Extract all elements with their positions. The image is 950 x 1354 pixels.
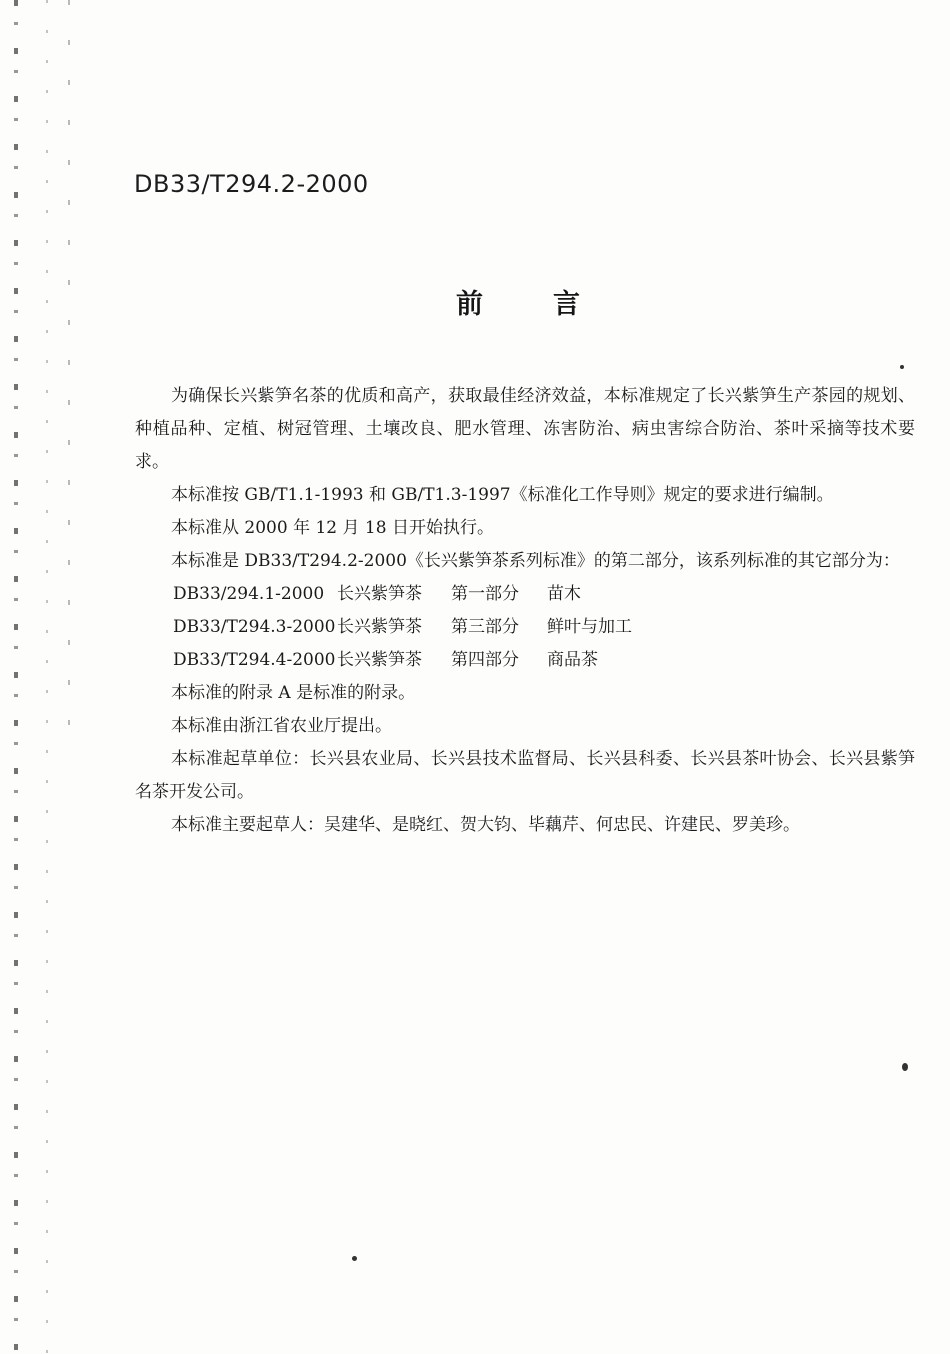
ref-code: DB33/T294.3-2000	[173, 617, 336, 637]
standard-code: DB33/T294.2-2000	[134, 170, 369, 198]
list-item	[173, 578, 915, 611]
foreword-paragraph: 本标准由浙江省农业厅提出。	[171, 716, 392, 736]
scan-edge-artifact	[14, 0, 18, 1354]
related-parts-list	[135, 578, 915, 677]
ref-part: 第三部分	[451, 617, 519, 637]
ref-series: 长兴紫笋茶	[337, 650, 422, 670]
scan-speck	[902, 1063, 908, 1071]
foreword-body	[135, 380, 915, 842]
foreword-paragraph: 为确保长兴紫笋名茶的优质和高产，获取最佳经济效益，本标准规定了长兴紫笋生产茶园的规划、种植品种、定植、树冠管理、土壤改良、肥水管理、冻害防治、病虫害综合防治、茶叶采摘等技术要求。	[135, 386, 915, 472]
foreword-paragraph: 本标准主要起草人：吴建华、是晓红、贺大钧、毕藕芹、何忠民、许建民、罗美珍。	[171, 815, 800, 835]
ref-part: 第一部分	[451, 584, 519, 604]
list-item	[173, 644, 915, 677]
ref-code: DB33/294.1-2000	[173, 584, 325, 604]
ref-name: 商品茶	[547, 650, 598, 670]
ref-name: 鲜叶与加工	[547, 617, 632, 637]
ref-series: 长兴紫笋茶	[337, 617, 422, 637]
scan-edge-artifact	[68, 0, 70, 760]
ref-series: 长兴紫笋茶	[337, 584, 422, 604]
scan-speck	[352, 1256, 357, 1261]
list-item	[173, 611, 915, 644]
ref-code: DB33/T294.4-2000	[173, 650, 336, 670]
ref-name: 苗木	[547, 584, 581, 604]
foreword-paragraph: 本标准是 DB33/T294.2-2000《长兴紫笋茶系列标准》的第二部分，该系列标准的其它部分为：	[171, 551, 900, 571]
foreword-paragraph: 本标准从 2000 年 12 月 18 日开始执行。	[171, 518, 494, 538]
foreword-paragraph: 本标准按 GB/T1.1-1993 和 GB/T1.3-1997《标准化工作导则》规定的要求进行编制。	[171, 485, 834, 505]
foreword-paragraph: 本标准的附录 A 是标准的附录。	[171, 683, 416, 703]
ref-part: 第四部分	[451, 650, 519, 670]
page-title: 前言	[456, 289, 650, 320]
scan-speck	[900, 365, 904, 369]
scan-edge-artifact	[46, 0, 48, 1354]
foreword-paragraph: 本标准起草单位：长兴县农业局、长兴县技术监督局、长兴县科委、长兴县茶叶协会、长兴县紫笋名茶开发公司。	[135, 749, 915, 802]
